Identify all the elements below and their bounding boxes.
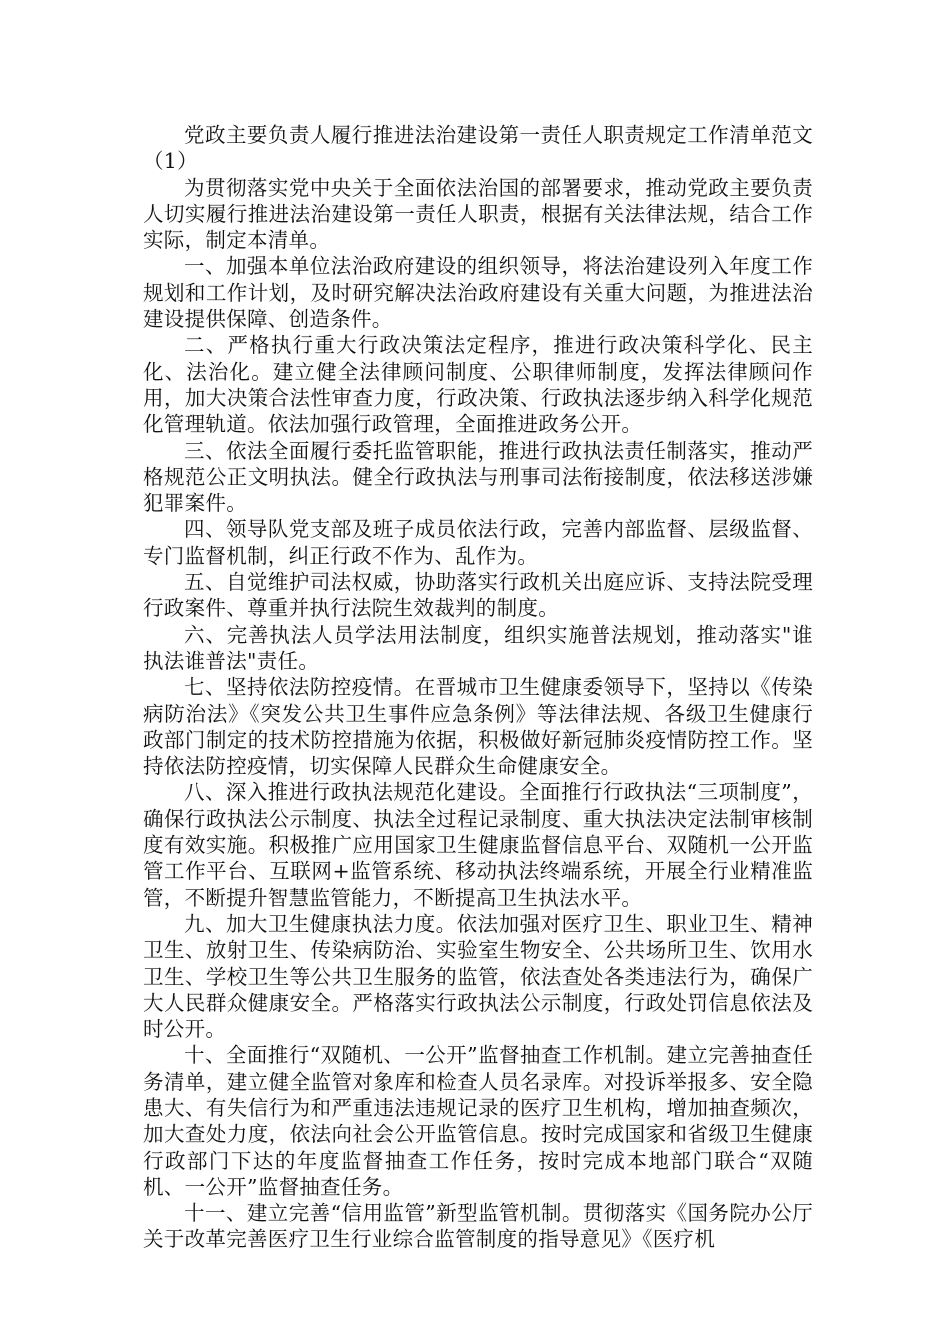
paragraph-item-11: 十一、建立完善“信用监管”新型监管机制。贯彻落实《国务院办公厅关于改革完善医疗卫生行业综合监管制度的指导意见》《医疗机: [143, 1201, 813, 1252]
paragraph-item-5: 五、自觉维护司法权威，协助落实行政机关出庭应诉、支持法院受理行政案件、尊重并执行法院生效裁判的制度。: [143, 570, 813, 621]
paragraph-item-9: 九、加大卫生健康执法力度。依法加强对医疗卫生、职业卫生、精神卫生、放射卫生、传染病防治、实验室生物安全、公共场所卫生、饮用水卫生、学校卫生等公共卫生服务的监管，依法查处各类违法行为，确保广大人民群众健康安全。严格落实行政执法公示制度，行政处罚信息依法及时公开。: [143, 911, 813, 1042]
paragraph-item-2: 二、严格执行重大行政决策法定程序，推进行政决策科学化、民主化、法治化。建立健全法律顾问制度、公职律师制度，发挥法律顾问作用，加大决策合法性审查力度，行政决策、行政执法逐步纳入科学化规范化管理轨道。依法加强行政管理，全面推进政务公开。: [143, 333, 813, 437]
paragraph-intro: 为贯彻落实党中央关于全面依法治国的部署要求，推动党政主要负责人切实履行推进法治建设第一责任人职责，根据有关法律法规，结合工作实际，制定本清单。: [143, 175, 813, 253]
document-title: 党政主要负责人履行推进法治建设第一责任人职责规定工作清单范文（1）: [143, 123, 813, 174]
paragraph-item-10: 十、全面推行“双随机、一公开”监督抽查工作机制。建立完善抽查任务清单，建立健全监管对象库和检查人员名录库。对投诉举报多、安全隐患大、有失信行为和严重违法违规记录的医疗卫生机构，增加抽查频次，加大查处力度，依法向社会公开监管信息。按时完成国家和省级卫生健康行政部门下达的年度监督抽查工作任务，按时完成本地部门联合“双随机、一公开”监督抽查任务。: [143, 1043, 813, 1199]
paragraph-item-3: 三、依法全面履行委托监管职能，推进行政执法责任制落实，推动严格规范公正文明执法。健全行政执法与刑事司法衔接制度，依法移送涉嫌犯罪案件。: [143, 438, 813, 516]
paragraph-item-7: 七、坚持依法防控疫情。在晋城市卫生健康委领导下，坚持以《传染病防治法》《突发公共卫生事件应急条例》等法律法规、各级卫生健康行政部门制定的技术防控措施为依据，积极做好新冠肺炎疫情防控工作。坚持依法防控疫情，切实保障人民群众生命健康安全。: [143, 675, 813, 779]
paragraph-item-6: 六、完善执法人员学法用法制度，组织实施普法规划，推动落实"谁执法谁普法"责任。: [143, 622, 813, 673]
paragraph-item-8: 八、深入推进行政执法规范化建设。全面推行行政执法“三项制度”，确保行政执法公示制度、执法全过程记录制度、重大执法决定法制审核制度有效实施。积极推广应用国家卫生健康监督信息平台、双随机一公开监管工作平台、互联网+监管系统、移动执法终端系统，开展全行业精准监管，不断提升智慧监管能力，不断提高卫生执法水平。: [143, 780, 813, 910]
paragraph-item-4: 四、领导队党支部及班子成员依法行政，完善内部监督、层级监督、专门监督机制，纠正行政不作为、乱作为。: [143, 517, 813, 568]
paragraph-item-1: 一、加强本单位法治政府建设的组织领导，将法治建设列入年度工作规划和工作计划，及时研究解决法治政府建设有关重大问题，为推进法治建设提供保障、创造条件。: [143, 254, 813, 332]
document-body: [143, 122, 813, 1253]
